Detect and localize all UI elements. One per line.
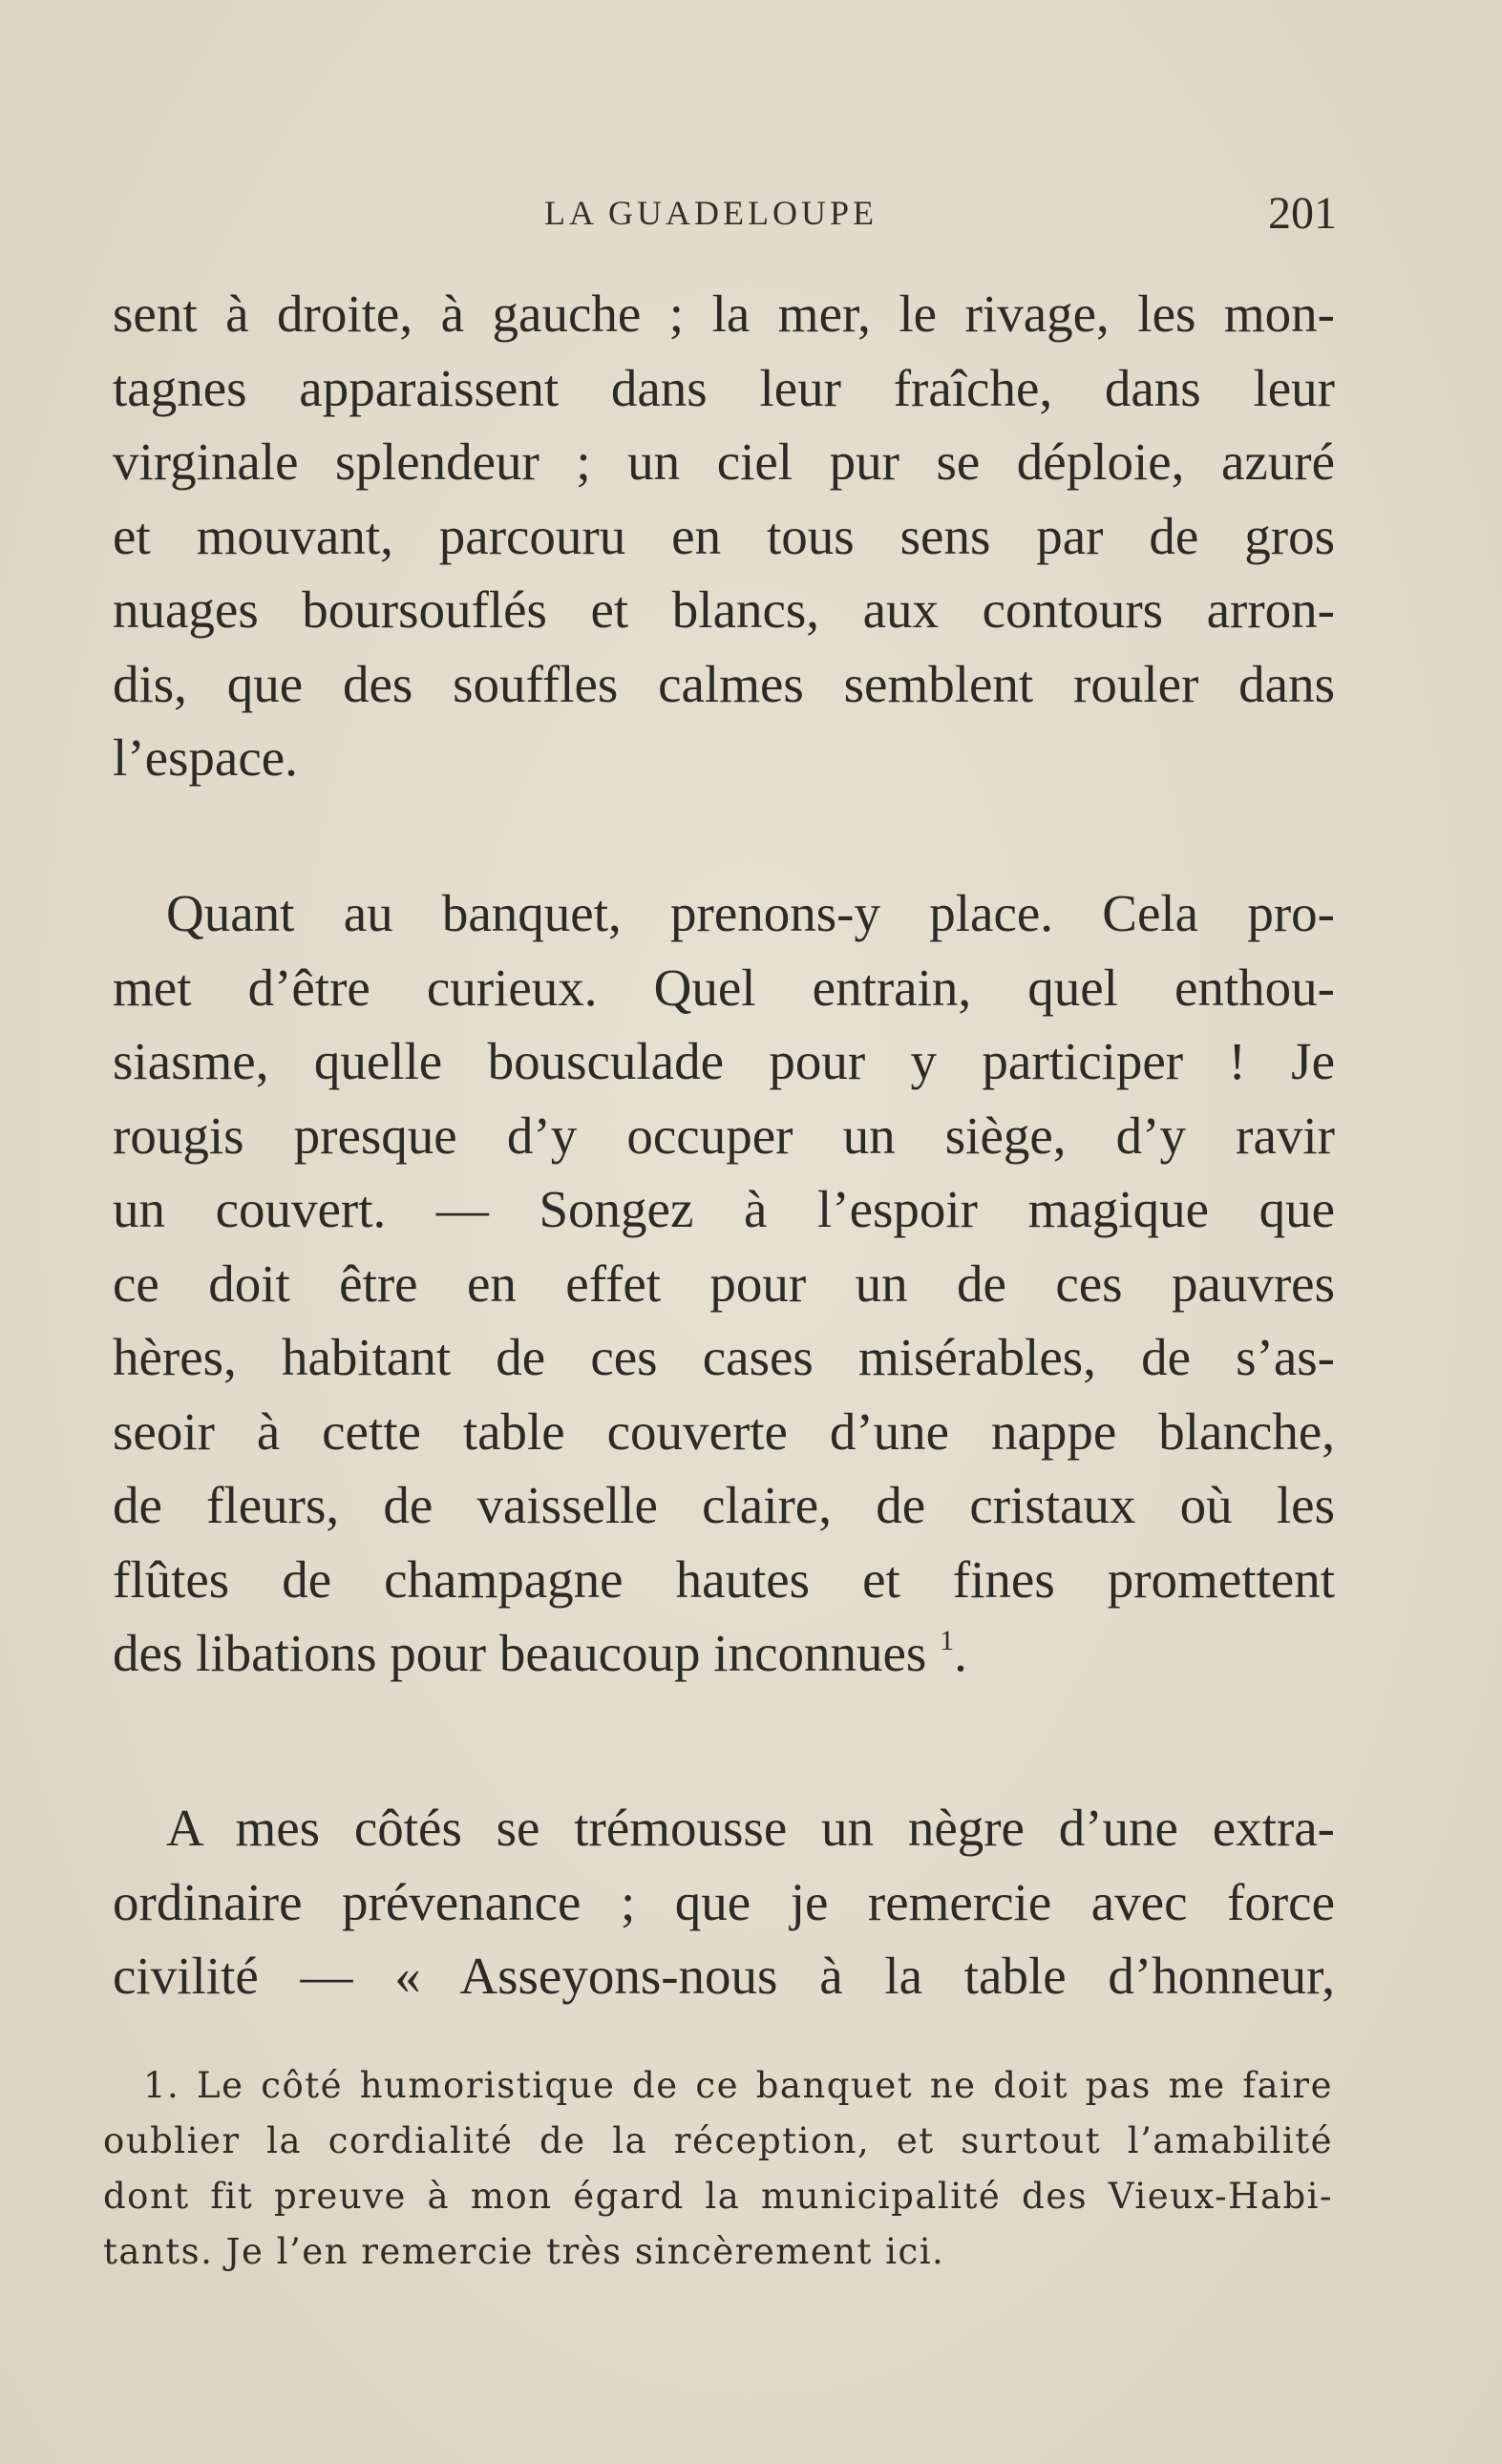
text-line: Quant au banquet, prenons-y place. Cela pro- bbox=[166, 884, 1335, 942]
text-line: tagnes apparaissent dans leur fraîche, dans leur bbox=[113, 358, 1335, 417]
footnote bbox=[103, 2058, 1333, 2280]
footnote-line: tants. Je l’en remercie très sincèrement ici. bbox=[103, 2231, 945, 2272]
text-line: civilité — « Asseyons-nous à la table d’honneur, bbox=[113, 1947, 1335, 2005]
text-line: A mes côtés se trémousse un nègre d’une extra- bbox=[166, 1799, 1335, 1857]
text-line-with-footnote bbox=[113, 1616, 1335, 1691]
footnote-reference: 1 bbox=[940, 1625, 955, 1656]
text-line: seoir à cette table couverte d’une nappe blanche, bbox=[113, 1401, 1335, 1461]
running-title: LA GUADELOUPE bbox=[544, 194, 878, 232]
text-line: et mouvant, parcouru en tous sens par de gros bbox=[113, 506, 1335, 565]
text-line: l’espace. bbox=[113, 728, 298, 787]
text-line: sent à droite, à gauche ; la mer, le rivage, les mon- bbox=[113, 284, 1335, 343]
text-line: de fleurs, de vaisselle claire, de cristaux où les bbox=[113, 1476, 1335, 1534]
text-line: nuages boursouflés et blancs, aux contours arron- bbox=[113, 580, 1335, 639]
text-line: flûtes de champagne hautes et fines promettent bbox=[113, 1549, 1335, 1609]
footnote-line: 1. Le côté humoristique de ce banquet ne doit pas me faire bbox=[143, 2065, 1333, 2106]
paragraph-3 bbox=[113, 1791, 1335, 2013]
text-line: un couvert. — Songez à l’espoir magique que bbox=[113, 1180, 1335, 1238]
text-line: siasme, quelle bousculade pour y participer ! Je bbox=[113, 1032, 1335, 1090]
text-line: ordinaire prévenance ; que je remercie avec force bbox=[113, 1872, 1335, 1931]
footnote-line: dont fit preuve à mon égard la municipalité des Vieux-Habi- bbox=[103, 2176, 1333, 2217]
paragraph-2 bbox=[113, 876, 1335, 1691]
text-line: met d’être curieux. Quel entrain, quel enthou- bbox=[113, 958, 1335, 1017]
text-line: ce doit être en effet pour un de ces pauvres bbox=[113, 1253, 1335, 1313]
text-line: hères, habitant de ces cases misérables, de s’as- bbox=[113, 1328, 1335, 1386]
text-line: virginale splendeur ; un ciel pur se déploie, azuré bbox=[113, 432, 1335, 491]
footnote-line: oublier la cordialité de la réception, et surtout l’amabilité bbox=[103, 2120, 1333, 2161]
page-number: 201 bbox=[1268, 188, 1337, 239]
page-header bbox=[110, 187, 1337, 244]
paragraph-1 bbox=[113, 277, 1335, 795]
text-line: dis, que des souffles calmes semblent rouler dans bbox=[113, 654, 1335, 713]
text-line: des libations pour beaucoup inconnues bbox=[113, 1624, 927, 1682]
sentence-end: . bbox=[954, 1624, 967, 1682]
text-line: rougis presque d’y occuper un siège, d’y ravir bbox=[113, 1106, 1335, 1165]
